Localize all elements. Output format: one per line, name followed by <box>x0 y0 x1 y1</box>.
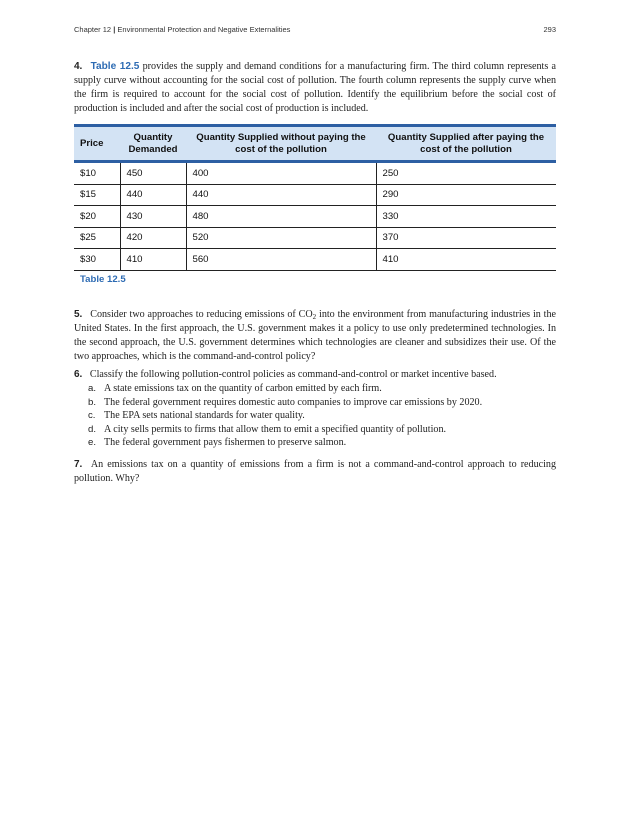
table-12-5-link[interactable]: Table 12.5 <box>90 61 140 72</box>
question-5-text-start: Consider two approaches to reducing emissions of CO <box>90 309 313 320</box>
cell-supplied-without: 440 <box>186 184 376 206</box>
cell-quantity-demanded: 420 <box>120 227 186 249</box>
option-letter: c. <box>88 410 96 421</box>
option-letter: e. <box>88 437 97 448</box>
table-row <box>74 162 556 185</box>
option-text: The federal government pays fishermen to preserve salmon. <box>104 437 347 448</box>
header-separator: | <box>113 25 116 34</box>
co2-subscript: 2 <box>312 313 317 321</box>
cell-supplied-after: 330 <box>376 206 556 228</box>
question-7 <box>74 458 556 486</box>
option-letter: d. <box>88 423 97 435</box>
option-letter: a. <box>88 383 97 394</box>
table-12-5 <box>74 124 556 271</box>
cell-price: $15 <box>74 184 120 206</box>
option-letter: b. <box>88 396 97 408</box>
option-text: A state emissions tax on the quantity of carbon emitted by each firm. <box>104 383 382 394</box>
cell-supplied-after: 250 <box>376 162 556 185</box>
table-row <box>74 227 556 249</box>
option-text: The EPA sets national standards for water quality. <box>104 410 305 421</box>
question-6-text: Classify the following pollution-control policies as command-and-control or market incentive based. <box>89 369 497 380</box>
header-supplied-without-pollution-cost: Quantity Supplied without paying the cost of the pollution <box>186 126 376 162</box>
question-5-text-end: into the environment from manufacturing industries in the United States. In the first approach, the U.S. government makes it a policy to use only predetermined technologies. In the second approach, the U.S. government determines which technologies are cleaner and subsidizes their use. Of the two approaches, which is the command-and-control policy? <box>74 309 557 362</box>
list-item <box>74 423 556 437</box>
table-row <box>74 206 556 228</box>
question-6-options <box>74 382 556 450</box>
header-quantity-demanded: Quantity Demanded <box>120 126 186 162</box>
cell-supplied-without: 400 <box>186 162 376 185</box>
cell-price: $20 <box>74 206 120 228</box>
list-item <box>74 409 556 423</box>
cell-price: $10 <box>74 162 120 185</box>
list-item <box>74 382 556 396</box>
cell-supplied-without: 520 <box>186 227 376 249</box>
page-number: 293 <box>543 25 556 34</box>
cell-quantity-demanded: 450 <box>120 162 186 185</box>
cell-quantity-demanded: 410 <box>120 249 186 271</box>
header-supplied-after-pollution-cost: Quantity Supplied after paying the cost of the pollution <box>376 126 556 162</box>
cell-supplied-after: 370 <box>376 227 556 249</box>
question-6 <box>74 368 556 382</box>
list-item <box>74 436 556 450</box>
cell-supplied-after: 290 <box>376 184 556 206</box>
cell-price: $25 <box>74 227 120 249</box>
cell-quantity-demanded: 430 <box>120 206 186 228</box>
chapter-title: Environmental Protection and Negative Externalities <box>117 25 291 34</box>
cell-quantity-demanded: 440 <box>120 184 186 206</box>
table-header-row <box>74 126 556 162</box>
question-7-number: 7. <box>74 459 83 470</box>
table-row <box>74 184 556 206</box>
question-7-text: An emissions tax on a quantity of emissions from a firm is not a command-and-control approach to reducing pollution. Why? <box>74 459 557 484</box>
question-5 <box>74 308 556 364</box>
cell-supplied-without: 480 <box>186 206 376 228</box>
cell-supplied-without: 560 <box>186 249 376 271</box>
cell-supplied-after: 410 <box>376 249 556 271</box>
chapter-label: Chapter 12 <box>74 25 112 34</box>
header-price: Price <box>74 126 120 162</box>
option-text: The federal government requires domestic auto companies to improve car emissions by 2020. <box>104 396 483 408</box>
question-4 <box>74 60 556 116</box>
question-6-number: 6. <box>74 369 83 380</box>
question-4-text: provides the supply and demand conditions for a manufacturing firm. The third column represents a supply curve without accounting for the social cost of pollution. The fourth column represents the supply curve when the firm is required to account for the social cost of pollution. Identify the equilibrium before the social cost of production is included and after the social cost of production is included. <box>74 61 556 114</box>
list-item <box>74 396 556 410</box>
table-caption: Table 12.5 <box>80 274 126 285</box>
question-4-number: 4. <box>74 61 83 72</box>
cell-price: $30 <box>74 249 120 271</box>
question-5-number: 5. <box>74 309 83 320</box>
option-text: A city sells permits to firms that allow them to emit a specified quantity of pollution. <box>104 423 447 435</box>
chapter-heading <box>74 25 290 34</box>
table-row <box>74 249 556 271</box>
